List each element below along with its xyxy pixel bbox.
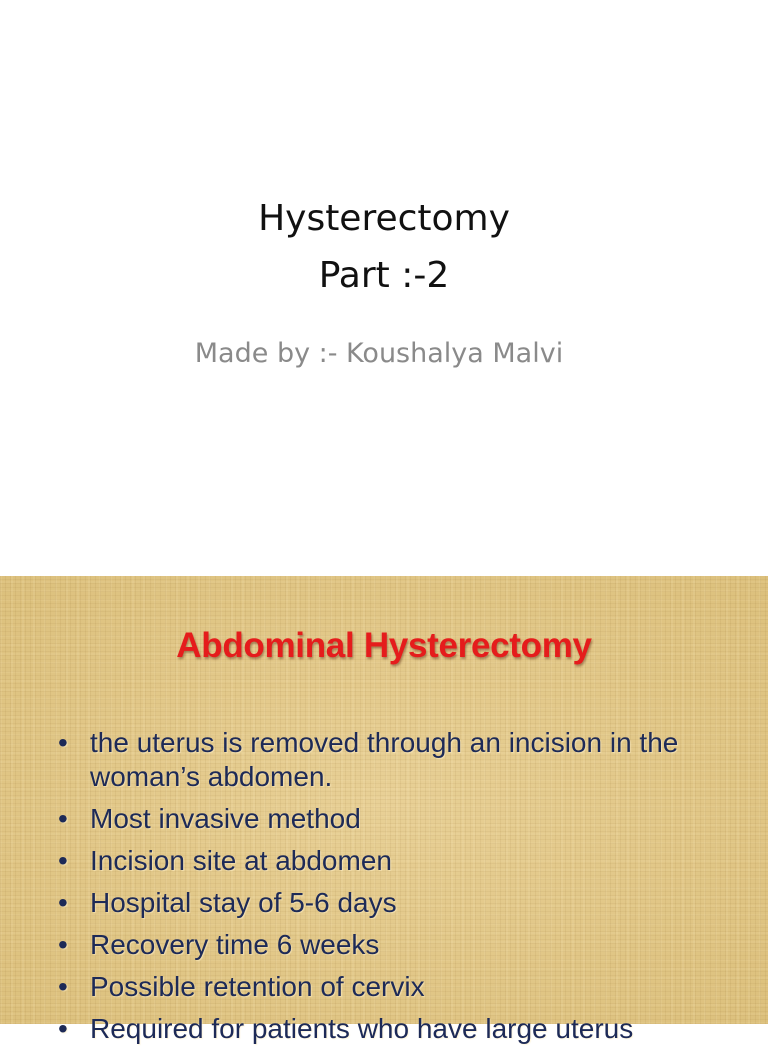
title-line-2: Part :-2 bbox=[318, 255, 450, 296]
bullet-item bbox=[56, 1012, 756, 1046]
bullet-icon: • bbox=[58, 1013, 68, 1044]
bullet-icon: • bbox=[58, 727, 68, 758]
title-line-1: Hysterectomy bbox=[258, 198, 510, 239]
bullet-list bbox=[56, 726, 756, 1054]
bullet-item bbox=[56, 928, 756, 962]
content-slide bbox=[0, 576, 768, 1044]
bullet-text: Required for patients who have large uterus bbox=[90, 1013, 634, 1044]
bullet-text: Most invasive method bbox=[90, 803, 361, 834]
bullet-icon: • bbox=[58, 803, 68, 834]
bullet-item bbox=[56, 844, 756, 878]
slide-title bbox=[0, 190, 768, 304]
bullet-text: the uterus is removed through an incision in the woman’s abdomen. bbox=[90, 727, 679, 792]
bullet-item bbox=[56, 802, 756, 836]
bullet-item bbox=[56, 726, 756, 794]
bullet-item bbox=[56, 886, 756, 920]
bullet-text: Recovery time 6 weeks bbox=[90, 929, 380, 960]
slide-subtitle: Made by :- Koushalya Malvi bbox=[194, 338, 564, 369]
bullet-text: Hospital stay of 5-6 days bbox=[90, 887, 397, 918]
bullet-text: Incision site at abdomen bbox=[90, 845, 392, 876]
bullet-icon: • bbox=[58, 845, 68, 876]
bullet-text: Possible retention of cervix bbox=[90, 971, 425, 1002]
bullet-item bbox=[56, 970, 756, 1004]
bullet-icon: • bbox=[58, 929, 68, 960]
content-heading: Abdominal Hysterectomy bbox=[176, 626, 592, 665]
bullet-icon: • bbox=[58, 971, 68, 1002]
bullet-icon: • bbox=[58, 887, 68, 918]
